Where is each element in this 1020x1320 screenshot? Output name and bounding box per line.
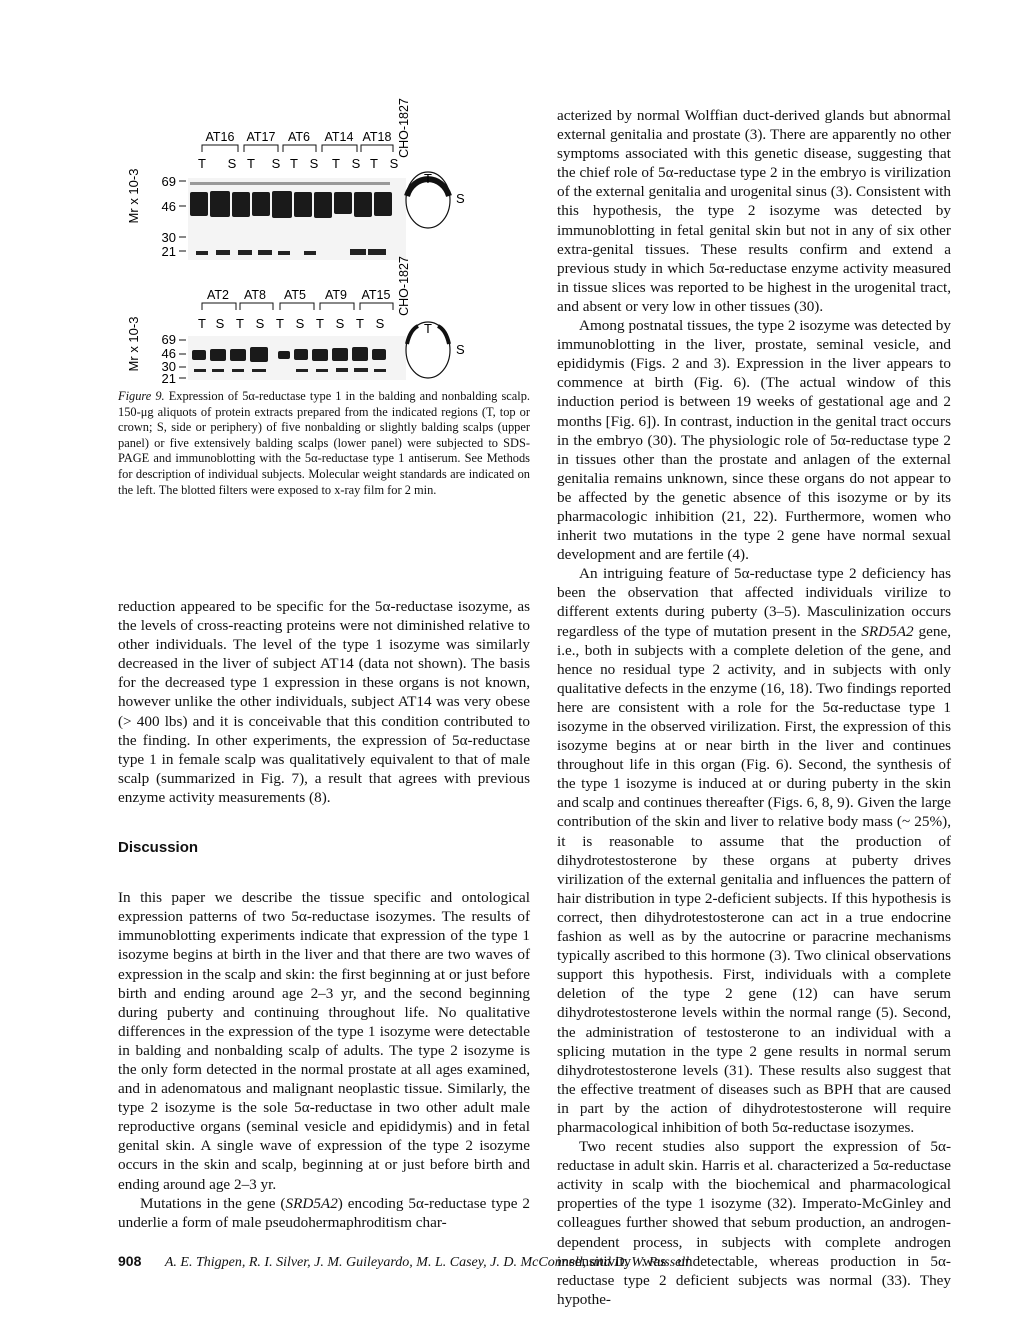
page-footer xyxy=(118,1253,689,1271)
mw-marker: 21 xyxy=(161,371,176,386)
lane-label: T xyxy=(198,316,206,331)
lane-labels xyxy=(198,156,399,171)
upper-panel xyxy=(126,98,465,260)
lane-label: T xyxy=(198,156,206,171)
lane-label: S xyxy=(389,156,399,171)
subject-label: AT9 xyxy=(325,288,347,302)
lane-label: T xyxy=(290,156,298,171)
lane-label: T xyxy=(316,316,324,331)
paragraph: Among postnatal tissues, the type 2 isozyme was detected by immunoblotting in the liver, prostate, seminal vesicle, and epididymis (Figs. 2 and 3). Expression in the liver appears to commence at birth (Fig. 6). (The actual window of this induction period is between 19 weeks of gestational age and 2 months [Fig. 6]). In contrast, induction in the genital tract occurs in the embryo (30). The physiologic role of 5α-reductase type 2 in tissues other than the prostate and anlagen of the external genitalia remains unknown, since these organs do not appear to be affected by the genetic absence of this isozyme or by its pharmacologic inhibition (21, 22). Furthermore, women who inherit two mutations in the type 2 gene have normal sexual development and are fertile (4). xyxy=(557,317,951,564)
mw-marker: 21 xyxy=(161,244,176,259)
paragraph: In this paper we describe the tissue specific and ontological expression patterns of two 5α-reductase isozymes. The results of immunoblotting experiments indicate that expression of the type 1 isozyme begins at birth in the liver and that there are two waves of expression in the scalp and skin: the first beginning at or just before birth and ending around age 2–3 yr, and the second beginning during puberty and continuing throughout life. No qualitative differences in the expression of the type 1 isozyme were detectable in balding and nonbalding scalp of adults. The type 2 isozyme is the only form detected in the normal prostate at all ages examined, and in adenomatous and malignant neoplastic tissue. Similarly, the type 2 isozyme is the sole 5α-reductase in two other adult male reproductive organs (seminal vesicle and epididymis) and in fetal genital skin. A single wave of expression of the type 2 isozyme occurs in the skin and scalp, beginning at or just before birth and ending around age 2–3 yr. xyxy=(118,889,530,1193)
mw-marker: 46 xyxy=(161,199,176,214)
lane-label: T xyxy=(356,316,364,331)
lane-label: S xyxy=(255,316,265,331)
lane-label: S xyxy=(351,156,361,171)
upper-axis-label: Mr x 10-3 xyxy=(126,168,141,224)
lane-brackets xyxy=(202,303,393,310)
subject-label: AT15 xyxy=(361,288,391,302)
lane-label: T xyxy=(247,156,255,171)
page-number: 908 xyxy=(118,1253,142,1269)
figure-caption-text: Expression of 5α-reductase type 1 in the balding and nonbalding scalp. 150-μg aliquots of protein extracts prepared from the indicated regions (T, top or crown; S, side or periphery) of five nonbalding or slightly balding scalps (upper panel) or five extensively balding scalps (lower panel) were subjected to SDS-PAGE and immunoblotting with the 5α-reductase type 1 antiserum. See Methods for description of individual subjects. Molecular weight standards are indicated on the left. The blotted filters were exposed to x-ray film for 2 min. xyxy=(118,389,530,497)
figure-caption xyxy=(118,389,530,498)
gene-name: SRD5A2 xyxy=(861,622,914,640)
western-blot-lower xyxy=(188,336,406,380)
author-line: A. E. Thigpen, R. I. Silver, J. M. Guileyardo, M. L. Casey, J. D. McConnell, and D. W. Russell xyxy=(164,1255,690,1270)
lane-label: S xyxy=(227,156,237,171)
lane-label: S xyxy=(375,316,385,331)
paragraph: Two recent studies also support the expression of 5α-reductase in adult skin. Harris et al. characterized a 5α-reductase activity in scalp with the biochemical and pharmacological properties of the type 1 isozyme (32). Imperato-McGinley and colleagues further showed that sebum production, an androgen-dependent process, in subjects with complete androgen insensitivity was undetectable, whereas production in 5α-reductase type 2 deficient subjects was normal (33). They hypothe- xyxy=(557,1138,951,1308)
mw-marker: 46 xyxy=(161,346,176,361)
mw-marker: 30 xyxy=(161,359,176,374)
section-heading: Discussion xyxy=(118,839,199,857)
subject-label: AT2 xyxy=(207,288,229,302)
figure-9 xyxy=(110,88,630,386)
mw-marker: 69 xyxy=(161,332,176,347)
subject-label: AT16 xyxy=(205,130,235,144)
paragraph: Mutations in the gene (SRD5A2) encoding 5α-reductase type 2 underlie a form of male pseudohermaphroditism char- xyxy=(118,1194,530,1231)
lane-label: T xyxy=(276,316,284,331)
lane-labels xyxy=(198,316,385,331)
subject-label: AT6 xyxy=(288,130,310,144)
paragraph: An intriguing feature of 5α-reductase type 2 deficiency has been the observation that affected individuals virilize to different extents during puberty (3–5). Masculinization occurs regardless of the type of mutation present in the SRD5A2 gene, i.e., both in subjects with a complete deletion of the gene, and hence no residual type 2 activity, and in subjects with only qualitative defects in the enzyme (16, 18). Two findings reported here are consistent with a role for the 5α-reductase type 1 isozyme in the observed virilization. First, the expression of this isozyme begins at or near birth in the liver and continues throughout life in this organ (Fig. 6). Second, the synthesis of the type 1 isozyme is induced at or during puberty in the skin and scalp and continues thereafter (Figs. 6, 8, 9). Given the large contribution of the skin and liver to relative body mass (~ 25%), it is reasonable to assume that the production of dihydrotestosterone by these organs at puberty drives virilization of the external genitalia and influences the pattern of hair distribution in type 2-deficient subjects. If this hypothesis is correct, then dihydrotestosterone can act in a true endocrine fashion as well as by the autocrine or paracrine mechanisms typically ascribed to this hormone (3). Two clinical observations support this hypothesis. First, individuals with a complete deletion of the type 2 gene (12) can have serum dihydrotestosterone levels within the normal range (5). Second, the administration of testosterone to an individual with a splicing mutation in the type 2 gene results in normal serum dihydrotestosterone levels (31). These results also suggest that the effective treatment of diseases such as BPH that are caused in part by the action of dihydrotestosterone will require pharmacological inhibition of both 5α-reductase isozymes. xyxy=(557,565,952,1136)
lane-label: T xyxy=(332,156,340,171)
right-column xyxy=(557,106,951,1309)
head-label-top: T xyxy=(424,171,432,186)
subject-label: AT17 xyxy=(246,130,276,144)
paragraph: acterized by normal Wolffian duct-derived glands but abnormal external genitalia and prostate (3). There are apparently no other symptoms associated with this genetic disease, suggesting that the chief role of 5α-reductase type 2 in the embryo is virilization of the external genitalia and urogenital sinus (3). Consistent with this hypothesis, the type 2 isozyme was detected by immunoblotting in fetal genital skin but not in any of six other extra-genital tissues. These results confirm and extend a previous study in which 5α-reductase enzyme activity measured in tissue slices was reported to be highest in the urogenital tract, and absent or very low in other tissues (30). xyxy=(557,107,951,315)
head-label-top: T xyxy=(424,321,432,336)
lane-label: S xyxy=(309,156,319,171)
head-label-side: S xyxy=(456,342,465,357)
lane-brackets xyxy=(202,145,393,152)
lane-label: T xyxy=(236,316,244,331)
lane-label: S xyxy=(295,316,305,331)
lane-label: S xyxy=(215,316,225,331)
subject-label: AT14 xyxy=(324,130,354,144)
control-label: CHO-1827 xyxy=(397,256,411,316)
lane-label: S xyxy=(271,156,281,171)
left-column xyxy=(118,597,530,1232)
mw-markers xyxy=(162,332,176,386)
control-label: CHO-1827 xyxy=(397,98,411,158)
gene-name: SRD5A2 xyxy=(285,1194,338,1212)
mw-marker: 69 xyxy=(161,174,176,189)
subject-label: AT18 xyxy=(362,130,392,144)
lower-axis-label: Mr x 10-3 xyxy=(126,316,141,372)
lane-label: S xyxy=(335,316,345,331)
head-label-side: S xyxy=(456,191,465,206)
lower-panel xyxy=(126,256,465,386)
western-blot-upper xyxy=(188,178,406,260)
mw-markers xyxy=(162,174,176,259)
subject-label: AT8 xyxy=(244,288,266,302)
lane-label: T xyxy=(370,156,378,171)
figure-caption-label: Figure 9. xyxy=(118,389,165,403)
paragraph: reduction appeared to be specific for the 5α-reductase isozyme, as the levels of cross-reacting proteins were not diminished relative to other individuals. The level of the type 1 isozyme was similarly decreased in the liver of subject AT14 (data not shown). The basis for the decreased type 1 expression in these organs is not known, however unlike the other individuals, subject AT14 was very obese (> 400 lbs) and it is conceivable that this condition contributed to the finding. In other experiments, the expression of 5α-reductase type 1 in female scalp was qualitatively equivalent to that of male scalp (summarized in Fig. 7), a result that agrees with previous enzyme activity measurements (8). xyxy=(118,598,530,806)
subject-label: AT5 xyxy=(284,288,306,302)
mw-marker: 30 xyxy=(161,230,176,245)
